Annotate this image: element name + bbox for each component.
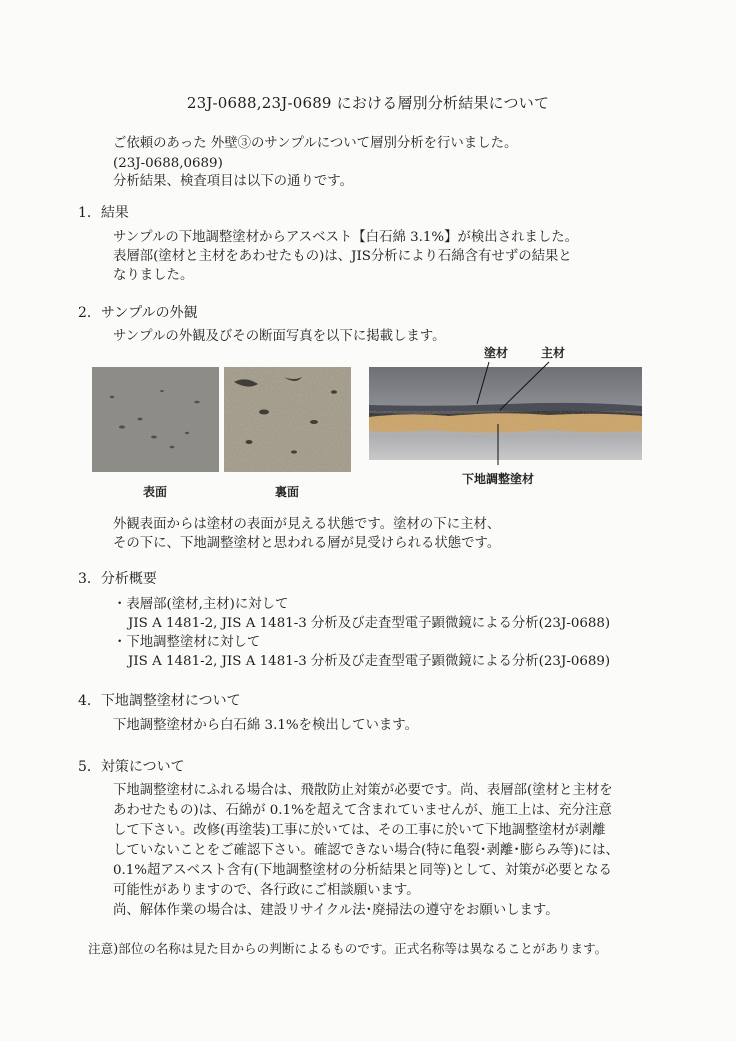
section-5-line: 0.1%超アスベスト含有(下地調整塗材の分析結果と同等)として、対策が必要となる xyxy=(113,863,612,878)
footnote: 注意)部位の名称は見た目からの判断によるものです。正式名称等は異なることがあります。 xyxy=(88,941,608,956)
section-2-heading: 2．サンプルの外観 xyxy=(78,305,198,321)
section-1-line: なりました。 xyxy=(113,268,194,283)
section-1-heading: 1．結果 xyxy=(78,205,129,221)
section-3-bullet: ・下地調整塗材に対して xyxy=(113,635,261,650)
label-main-material: 主材 xyxy=(541,346,566,360)
section-1-line: サンプルの下地調整塗材からアスベスト【白石綿 3.1%】が検出されました。 xyxy=(113,230,579,245)
section-5-heading: 5．対策について xyxy=(78,759,185,775)
label-front: 表面 xyxy=(143,485,168,499)
section-5-line: 可能性がありますので、各行政にご相談願います。 xyxy=(113,883,420,898)
section-1-line: 表層部(塗材と主材をあわせたもの)は、JIS分析により石綿含有せずの結果と xyxy=(113,249,572,264)
intro-line-1: ご依頼のあった 外壁③のサンプルについて層別分析を行いました。 xyxy=(113,136,518,151)
label-back: 裏面 xyxy=(275,485,300,499)
section-3-bullet: ・表層部(塗材,主材)に対して xyxy=(113,597,289,612)
section-2-line: その下に、下地調整塗材と思われる層が見受けられる状態です。 xyxy=(113,536,501,551)
intro-line-3: 分析結果、検査項目は以下の通りです。 xyxy=(113,174,353,189)
section-5-line: あわせたもの)は、石綿が 0.1%を超えて含まれていませんが、施工上は、充分注意 xyxy=(113,803,612,818)
section-3-heading: 3．分析概要 xyxy=(78,571,157,587)
section-2-line: 外観表面からは塗材の表面が見える状態です。塗材の下に主材、 xyxy=(113,517,501,532)
section-5-line: して下さい。改修(再塗装)工事に於いては、その工事に於いて下地調整塗材が剥離 xyxy=(113,823,606,838)
page-title: 23J-0688,23J-0689 における層別分析結果について xyxy=(186,94,550,112)
intro-line-2: (23J-0688,0689) xyxy=(113,156,223,171)
section-2-lead: サンプルの外観及びその断面写真を以下に掲載します。 xyxy=(113,329,446,344)
section-5-line: していないことをご確認下さい。確認できない場合(特に亀裂･剥離･膨らみ等)には、 xyxy=(113,843,619,858)
section-3-detail: JIS A 1481-2, JIS A 1481-3 分析及び走査型電子顕微鏡による分析(23J-0688) xyxy=(128,616,611,631)
section-4-heading: 4．下地調整塗材について xyxy=(78,693,241,709)
section-3-detail: JIS A 1481-2, JIS A 1481-3 分析及び走査型電子顕微鏡による分析(23J-0689) xyxy=(128,654,611,669)
label-base-coating: 下地調整塗材 xyxy=(462,472,535,486)
section-5-line: 尚、解体作業の場合は、建設リサイクル法･廃掃法の遵守をお願いします。 xyxy=(113,903,559,918)
section-5-line: 下地調整塗材にふれる場合は、飛散防止対策が必要です。尚、表層部(塗材と主材を xyxy=(113,783,613,798)
section-4-line: 下地調整塗材から白石綿 3.1%を検出しています。 xyxy=(113,718,419,733)
label-coating: 塗材 xyxy=(484,346,509,360)
